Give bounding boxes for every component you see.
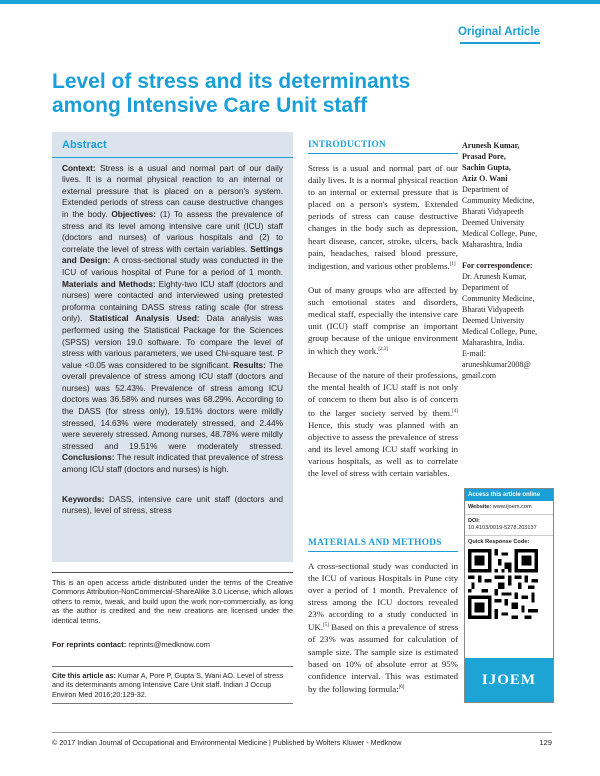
affiliation-line: Medical College, Pune, xyxy=(462,229,538,238)
page-number: 129 xyxy=(539,738,552,747)
affiliation-line: Deemed University xyxy=(462,218,525,227)
corr-line: Deemed University xyxy=(462,316,525,325)
objectives-text: (1) To assess the prevalence of stress and its level among intensive care unit (ICU) staff (doctors and nurses) of various hospitals and (2) to correlate the level of stress with certain variables. xyxy=(62,208,283,254)
website-label: Website: xyxy=(468,504,492,510)
conclusions-text: The result indicated that prevalence of stress among ICU staff (doctors and nurses) is high. xyxy=(62,452,284,475)
conclusions-label: Conclusions: xyxy=(62,452,118,463)
objectives-label: Objectives: xyxy=(111,208,160,219)
context-text: Stress is a usual and normal part of our daily lives. It is a normal physical reaction to an internal or external pressure that is placed on a person's system. Extended periods of stress can cause destructive changes in the body. xyxy=(62,162,283,219)
introduction-rule xyxy=(308,153,458,154)
corr-email[interactable]: gmail.com xyxy=(462,371,496,380)
ref-marker[interactable]: [4] xyxy=(452,408,458,414)
methods-rule xyxy=(308,551,458,552)
keywords-label: Keywords: xyxy=(62,493,109,504)
results-label: Results: xyxy=(233,359,269,370)
author-info xyxy=(462,140,554,381)
website-link[interactable]: www.ijoem.com xyxy=(492,504,532,510)
corr-email[interactable]: aruneshkumar2008@ xyxy=(462,360,531,369)
affiliation xyxy=(462,184,554,250)
doi-link[interactable]: 10.4103/0019-5278.203137 xyxy=(468,525,537,531)
methods-text: Eighty-two ICU staff (doctors and nurses) were contacted and interviewed using pretested proforma containing DASS stress rating scale (for stress only). xyxy=(62,278,283,324)
affiliation-line: Department of xyxy=(462,185,509,194)
corr-label: For correspondence: xyxy=(462,261,533,270)
reprints-line xyxy=(52,640,293,649)
introduction-heading: INTRODUCTION xyxy=(308,140,386,150)
affiliation-line: Maharashtra, India xyxy=(462,240,523,249)
keywords-text: DASS, intensive care unit staff (doctors and nurses), level of stress, stress xyxy=(62,493,283,516)
ref-marker[interactable]: [5] xyxy=(322,623,329,629)
article-type-label: Original Article xyxy=(457,26,540,38)
affiliation-line: Community Medicine, xyxy=(462,196,535,205)
introduction-body xyxy=(308,162,458,491)
corr-line: Community Medicine, xyxy=(462,294,535,303)
reprints-email[interactable]: reprints@medknow.com xyxy=(128,640,210,649)
affiliation-line: Bharati Vidyapeeth xyxy=(462,207,524,216)
qr-row xyxy=(465,536,553,625)
corr-line: Bharati Vidyapeeth xyxy=(462,305,524,314)
abstract-box xyxy=(52,132,293,562)
reprints-label: For reprints contact: xyxy=(52,640,129,649)
journal-logo-text: IJOEM xyxy=(481,671,537,688)
abstract-heading: Abstract xyxy=(62,139,107,151)
doi-row xyxy=(465,515,553,536)
abstract-text xyxy=(62,163,283,476)
doi-label: DOI: xyxy=(468,518,480,524)
author-names xyxy=(462,140,554,184)
settings-text: A cross-sectional study was conducted in the ICU of various hospital of Pune for a period of 1 month. xyxy=(62,255,283,277)
methods-heading: MATERIALS AND METHODS xyxy=(308,538,442,548)
top-accent-bar xyxy=(0,0,600,4)
cite-text: Kumar A, Pore P, Gupta S, Wani AO. Level of stress and its determinants among Intensive Care Unit staff. Indian J Occup Environ Med 2016;20:129-32. xyxy=(52,671,284,699)
intro-paragraph-2: Out of many groups who are affected by such emotional states and disorders, medical staff, especially the intensive care unit (ICU) staff comprise an important group because of the unique environment in which they work.[2,3] xyxy=(308,284,458,357)
corr-line: E-mail: xyxy=(462,349,486,358)
ref-marker[interactable]: [1] xyxy=(449,261,456,267)
methods-body xyxy=(308,560,458,707)
corr-line: Maharashtra, India. xyxy=(462,338,525,347)
author-name: Arunesh Kumar, xyxy=(462,141,520,150)
abstract-rule xyxy=(52,157,293,158)
footer-rule xyxy=(52,732,552,733)
corr-line: Medical College, Pune, xyxy=(462,327,538,336)
stats-label: Statistical Analysis Used: xyxy=(89,313,207,324)
keywords xyxy=(62,494,283,517)
qr-label: Quick Response Code: xyxy=(468,539,530,545)
ref-marker[interactable]: [2,3] xyxy=(378,347,388,353)
access-online-box xyxy=(464,488,554,703)
cite-label: Cite this article as: xyxy=(52,671,118,680)
access-heading: Access this article online xyxy=(465,489,553,501)
website-row xyxy=(465,501,553,515)
corr-line: Dr. Arunesh Kumar, xyxy=(462,272,527,281)
ref-marker[interactable]: [6] xyxy=(398,684,405,690)
author-name: Sachin Gupta, xyxy=(462,163,511,172)
corr-line: Department of xyxy=(462,283,509,292)
citation-box xyxy=(52,666,293,704)
article-title: Level of stress and its determinants among Intensive Care Unit staff xyxy=(52,70,411,117)
author-name: Prasad Pore, xyxy=(462,152,506,161)
correspondence xyxy=(462,260,554,381)
stats-text: Data analysis was performed using the Statistical Package for the Sciences (SPSS) version 19.0 software. To compare the level of stress with various parameters, we used Chi-square test. P value <0.05 was considered to be significant. xyxy=(62,313,283,370)
settings-label: Settings and Design: xyxy=(62,243,283,266)
qr-code-icon[interactable] xyxy=(468,549,538,619)
context-label: Context: xyxy=(62,162,101,173)
methods-label: Materials and Methods: xyxy=(62,278,159,289)
article-type-underline xyxy=(460,42,540,44)
author-name: Aziz O. Wani xyxy=(462,174,508,183)
license-rule xyxy=(52,572,293,573)
methods-paragraph-1: A cross-sectional study was conducted in the ICU of various Hospitals in Pune city over a period of 1 month. Prevalence of stress among the ICU doctors revealed 23% according to a study conducted in UK.[5] Based on this a prevalence of stress of 23% was assumed for calculation of sample size. The sample size is estimated based on 10% of absolute error at 95% confidence interval. This was estimated by the following formula:[6] xyxy=(308,561,458,694)
license-text: This is an open access article distributed under the terms of the Creative Commons Attribution-NonCommercial-ShareAlike 3.0 License, which allows others to remix, tweak, and build upon the work non-commercially, as long as the author is credited and the new creations are licensed under the identical terms. xyxy=(52,578,293,625)
journal-logo xyxy=(465,658,553,702)
footer-copyright: © 2017 Indian Journal of Occupational and Environmental Medicine | Published by Wolters Kluwer - Medknow xyxy=(52,738,402,747)
results-text: The overall prevalence of stress among ICU staff (doctors and nurses) was 52.43%. Prevalence of stress among ICU doctors was 36.58% and nurses was 68.29%. According to the DASS (for stress only), 19.51% doctors were mildly stressed, 14.63% were moderately stressed, and 2.44% were severely stressed. Among nurses, 48.78% were mildly stressed and 19.51% were moderately stressed. xyxy=(62,359,283,451)
intro-paragraph-3: Because of the nature of their professions, the mental health of ICU staff is not only of concern to them but also is of concern to the larger society served by them.[4] Hence, this study was planned with an objective to assess the prevalence of stress and its level among ICU staff working in various hospitals, as well as to correlate the level of stress with certain variables. xyxy=(308,370,458,478)
intro-paragraph-1: Stress is a usual and normal part of our daily lives. It is a normal physical reaction to an internal or external pressure that is placed on a person's system. Extended periods of stress can cause destructive changes in the body such as depression, heart disease, cancer, stroke, ulcers, back pain, headaches, raised blood pressure, indigestion, and various other problems.[1] xyxy=(308,163,458,271)
